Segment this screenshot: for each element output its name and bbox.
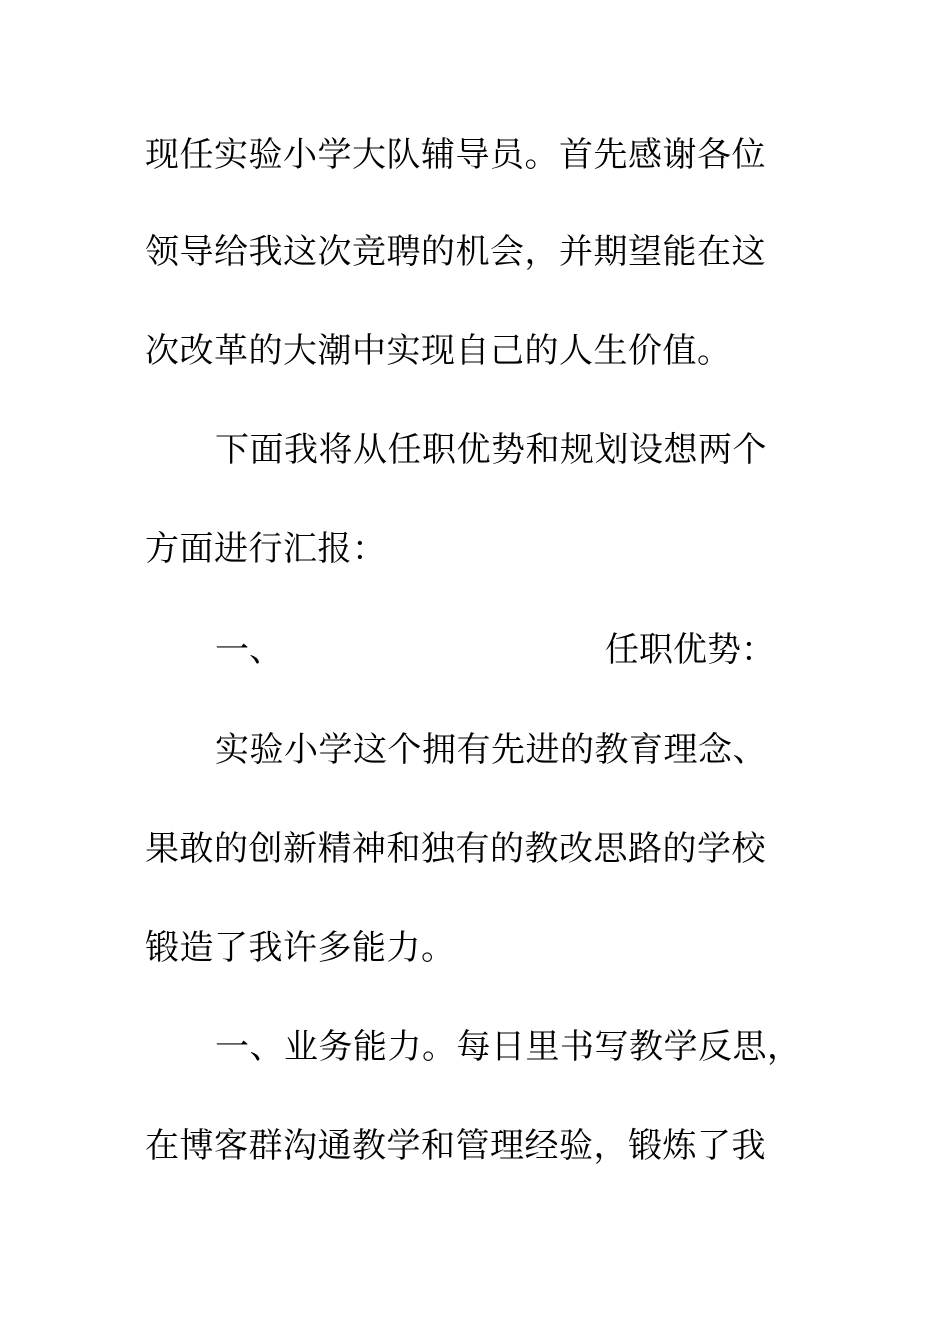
paragraph-line: 方面进行汇报： <box>145 529 387 569</box>
section-title: 任职优势： <box>605 630 775 670</box>
paragraph-line: 锻造了我许多能力。 <box>145 928 456 968</box>
section-number: 一、 <box>215 630 283 670</box>
paragraph-line: 果敢的创新精神和独有的教改思路的学校 <box>145 829 766 869</box>
paragraph-line: 下面我将从任职优势和规划设想两个 <box>215 430 767 470</box>
paragraph-line: 一、业务能力。每日里书写教学反思， <box>215 1027 802 1067</box>
section-heading <box>215 630 775 670</box>
paragraph-line: 实验小学这个拥有先进的教育理念、 <box>215 730 767 770</box>
paragraph-line: 现任实验小学大队辅导员。首先感谢各位 <box>145 135 766 175</box>
paragraph-line: 次改革的大潮中实现自己的人生价值。 <box>145 331 732 371</box>
paragraph-line: 在博客群沟通教学和管理经验，锻炼了我 <box>145 1126 766 1166</box>
paragraph-line: 领导给我这次竞聘的机会，并期望能在这 <box>145 232 766 272</box>
